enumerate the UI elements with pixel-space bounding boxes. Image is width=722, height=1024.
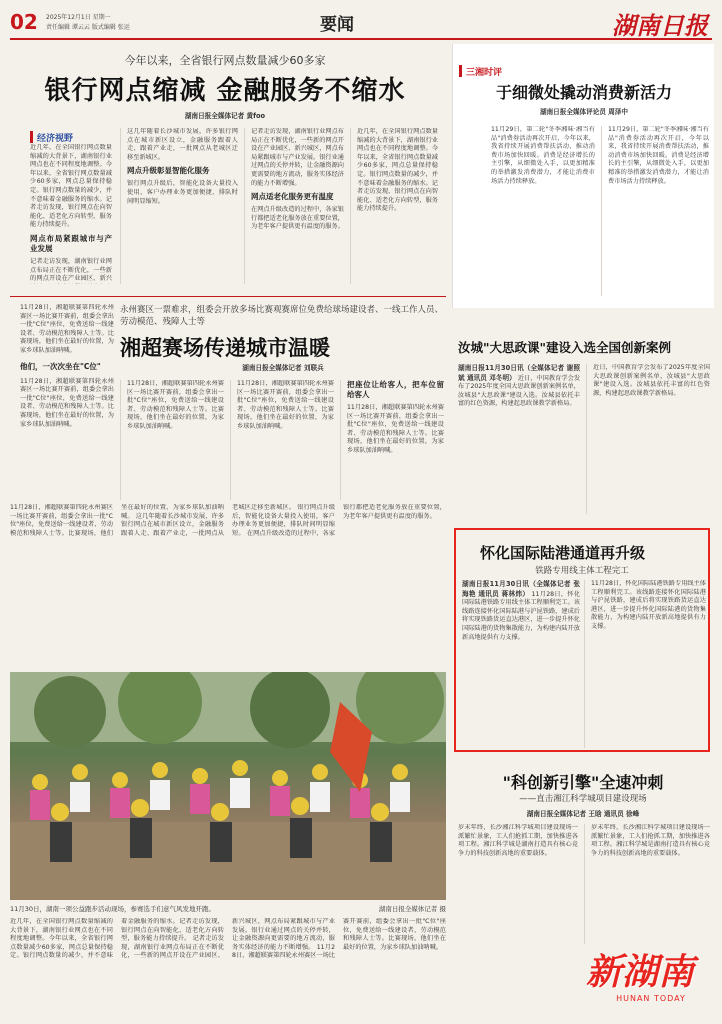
huaihua-headline: 怀化国际陆港通道再升级 xyxy=(480,544,646,562)
lead-subhead-1: 网点布局紧跟城市与产业发展 xyxy=(30,233,112,253)
mid-left-text xyxy=(10,504,446,668)
commentary-tag xyxy=(459,60,502,79)
tag-bar-icon xyxy=(459,65,462,77)
masthead xyxy=(10,6,712,38)
huaihua-text-col2: 11月28日，怀化国际陆港铁路专用线主体工程顺利完工。该线路连接怀化国际陆港与沪昆铁路，建成后将实现铁路货运直达港区，进一步提升怀化国际陆港的货物集散能力，为构建内陆开放新高地提供有力支撑。 xyxy=(584,580,706,748)
xiangchao-text-col1: 11月28日，湘超联赛第四轮永州赛区一场比赛开赛前，组委会拿出一批"C位"座位，免费送给一线建设者、劳动模范和残障人士等。比赛现场，他们坐在最好的位置，为家乡球队加油呐喊。 xyxy=(120,380,224,500)
xiangchao-subhead-2: 把座位让给客人，把车位留给客人 xyxy=(347,380,444,399)
column-tag xyxy=(30,126,73,145)
photo-credit: 湖南日报全媒体记者 摄 xyxy=(378,905,446,913)
lead-para-4b: 记者走访发现，湖南银行业网点布局正在不断优化，一些新的网点开设在产业园区、新兴城区，网点布局紧跟城市与产业发展。银行业通过网点的关停并转，让金融资源向更需要的地方流动，服务实体经济的能力不断增强。 xyxy=(251,128,344,187)
lead-kicker: 今年以来，全省银行网点数量减少60多家 xyxy=(124,54,326,67)
watermark-logo xyxy=(586,950,716,1020)
tag-bar-icon xyxy=(30,131,33,143)
kechuang-text-col2: 岁末年终，长沙湘江科学城项目建设现场一派繁忙景象，工人们抢抓工期，加快推进各项工程。湘江科学城是湖南打造具有核心竞争力的科技创新高地的重要载体。 xyxy=(584,824,710,944)
lead-subhead-3: 网点适老化服务更有温度 xyxy=(251,192,334,202)
column-tag-label: 经济视野 xyxy=(37,134,74,144)
xiangchao-headline: 湘超赛场传递城市温暖 xyxy=(120,336,330,360)
runners-illustration xyxy=(10,672,446,900)
lead-text-col3 xyxy=(244,128,344,284)
xiangchao-para-a: 11月28日，湘超联赛第四轮永州赛区一场比赛开赛前，组委会拿出一批"C位"座位，免费送给一线建设者、劳动模范和残障人士等。比赛现场，他们坐在最好的位置，为家乡球队加油呐喊。 xyxy=(20,304,114,354)
mid-para-3: 银行网点升级后，智能化设备大量投入使用，客户办理业务更加便捷，排队时间明显缩短。 xyxy=(232,504,336,537)
rucheng-headline: 汝城"大思政课"建设入选全国创新案例 xyxy=(458,340,672,355)
huaihua-article[interactable] xyxy=(454,528,710,752)
lead-para-1: 近几年，在全国银行网点数量缩减的大背景下，湖南银行业网点也在不同程度地调整。今年以来，全省银行网点数量减少60多家，网点总量保持稳定。银行网点数量的减少，并不意味着金融服务的缩水。记者走访发现，银行网点在向智能化、适老化方向转型，服务能力持续提升。 xyxy=(30,144,112,229)
lead-text-col1 xyxy=(30,144,112,284)
rucheng-text-col2: 近日，中国教育学会发布了2025年度全国大思政课创新案例名单，汝城县"大思政课"建设入选。汝城县依托丰富的红色资源，构建起思政课教学新格局。 xyxy=(586,364,710,514)
bottom-para-1: 近几年，在全国银行网点数量缩减的大背景下，湖南银行业网点也在不同程度地调整。今年以来，全省银行网点数量减少60多家，网点总量保持稳定。银行网点数量的减少，并不意味着金融服务的缩水。记者走访发现，银行网点在向智能化、适老化方向转型，服务能力持续提升。 xyxy=(10,918,224,960)
commentary-tag-label: 三湘时评 xyxy=(466,68,503,78)
xiangchao-text-col0 xyxy=(20,304,114,500)
lead-text-col4 xyxy=(350,128,438,284)
commentary-text-col2: 11月29日，第二轮"冬季湘味·湘当有品"消费券活动再次开启，今年以来，我省持续开展消费帮扶活动，推动消费市场加快回暖。消费是经济增长的主引擎，从细微处入手，以更加精准的举措激发消费潜力，才能让消费市场活力持续释放。 xyxy=(601,126,709,296)
xiangchao-article xyxy=(10,296,446,502)
rucheng-text-col1 xyxy=(458,364,580,514)
paper-logo: 湖南日报 xyxy=(612,11,708,40)
lead-para-2: 记者走访发现，湖南银行业网点布局正在不断优化，一些新的网点开设在产业园区、新兴 xyxy=(30,257,112,283)
commentary-headline: 于细微处撬动消费新活力 xyxy=(495,83,672,102)
huaihua-byline: 湖南日报11月30日讯（全媒体记者 张海艳 通讯员 蒋林炜） xyxy=(462,580,580,598)
lead-para-4: 银行网点升级后，智能化设备大量投入使用，客户办理业务更加便捷，排队时间明显缩短。 xyxy=(127,180,238,205)
lead-para-5: 在网点升级改造的过程中，各家银行都把适老化服务放在重要位置，为老年客户提供更有温度的服务。 xyxy=(251,206,344,231)
photo-caption xyxy=(10,904,446,913)
xiangchao-kicker: 永州赛区一票难求，组委会开放多场比赛观赛席位免费给球场建设者、一线工作人员、劳动模范、残障人士等 xyxy=(120,305,444,327)
lead-text-col2 xyxy=(120,128,238,284)
commentary-text-col1: 11月29日，第二轮"冬季湘味·湘当有品"消费券活动再次开启，今年以来，我省持续开展消费帮扶活动，推动消费市场加快回暖。消费是经济增长的主引擎，从细微处入手，以更加精准的举措激发消费潜力，才能让消费市场活力持续释放。 xyxy=(491,126,595,185)
lead-byline: 湖南日报全媒体记者 黄foo xyxy=(184,112,266,120)
lead-subhead-2: 网点升级彰显智能化服务 xyxy=(127,166,210,176)
rucheng-byline: 湖南日报11月30日讯（全媒体记者 谢照斌 通讯员 邓冬明） xyxy=(458,364,580,382)
rucheng-para: 近日，中国教育学会发布了2025年度全国大思政课创新案例名单，汝城县"大思政课"建设入选。汝城县依托丰富的红色资源，构建起思政课教学新格局。 xyxy=(458,374,580,408)
xiangchao-para-c: 11月28日，湘超联赛第四轮永州赛区一场比赛开赛前，组委会拿出一批"C位"座位，免费送给一线建设者、劳动模范和残障人士等。比赛现场，他们坐在最好的位置，为家乡球队加油呐喊。 xyxy=(347,404,444,454)
photo-caption-text: 11月30日，湖南一项公益跑步活动现场，参赛选手们意气风发地开跑。 xyxy=(10,905,216,913)
section-title: 要闻 xyxy=(320,15,354,35)
bottom-para-2: 记者走访发现，湖南银行业网点布局正在不断优化，一些新的网点开设在产业园区、新兴城区，网点布局紧跟城市与产业发展。银行业通过网点的关停并转，让金融资源向更需要的地方流动，服务实体经济的能力不断增强。 xyxy=(121,918,335,960)
xiangchao-text-col3 xyxy=(340,380,444,500)
watermark-text: 新湖南 xyxy=(586,951,695,993)
commentary-article xyxy=(452,44,714,308)
date-line: 2025年12月1日 星期一 xyxy=(46,14,111,21)
watermark-subtext: HUNAN TODAY xyxy=(616,994,686,1003)
lead-para-5b: 近几年，在全国银行网点数量缩减的大背景下，湖南银行业网点也在不同程度地调整。今年以来，全省银行网点数量减少60多家，网点总量保持稳定。银行网点数量的减少，并不意味着金融服务的缩水。记者走访发现，银行网点在向智能化、适老化方向转型，服务能力持续提升。 xyxy=(357,128,438,213)
bottom-para-3: 11月28日，湘超联赛第四轮永州赛区一场比赛开赛前，组委会拿出一批"C位"座位，免费送给一线建设者、劳动模范和残障人士等。比赛现场，他们坐在最好的位置，为家乡球队加油呐喊。 xyxy=(232,918,446,960)
commentary-byline: 湖南日报全媒体评论员 周泽中 xyxy=(539,108,628,116)
mid-para-4: 在网点升级改造的过程中，各家银行都把适老化服务放在重要位置，为老年客户提供更有温度的服务。 xyxy=(246,504,446,537)
kechuang-text-col1: 岁末年终，长沙湘江科学城项目建设现场一派繁忙景象，工人们抢抓工期，加快推进各项工程。湘江科学城是湖南打造具有核心竞争力的科技创新高地的重要载体。 xyxy=(458,824,578,857)
xiangchao-byline: 湖南日报全媒体记者 刘联兵 xyxy=(242,364,324,372)
xiangchao-subhead-1: 他们，一次次坐在"C位" xyxy=(20,361,101,371)
kechuang-byline: 湖南日报全媒体记者 王晗 通讯员 徐峰 xyxy=(526,810,640,818)
page-number: 02 xyxy=(10,10,38,34)
lead-para-3: 这几年随着长沙城市发展，许多银行网点在城市新区设立，金融服务跟着人走、跟着产业走，一批网点从老城区迁移至新城区。 xyxy=(127,128,238,161)
mid-para-1: 11月28日，湘超联赛第四轮永州赛区一场比赛开赛前，组委会拿出一批"C位"座位，免费送给一线建设者、劳动模范和残障人士等。比赛现场，他们坐在最好的位置，为家乡球队加油呐喊。 xyxy=(10,504,224,537)
xiangchao-text-col2: 11月28日，湘超联赛第四轮永州赛区一场比赛开赛前，组委会拿出一批"C位"座位，免费送给一线建设者、劳动模范和残障人士等。比赛现场，他们坐在最好的位置，为家乡球队加油呐喊。 xyxy=(230,380,334,500)
lead-headline: 银行网点缩减 金融服务不缩水 xyxy=(44,76,406,106)
masthead-rule xyxy=(10,38,712,40)
mid-para-2: 这几年随着长沙城市发展，许多银行网点在城市新区设立，金融服务跟着人走、跟着产业走，一批网点从老城区迁移至新城区。 xyxy=(121,504,296,537)
huaihua-subtitle: 铁路专用线主体工程完工 xyxy=(535,566,629,576)
xiangchao-para-b: 11月28日，湘超联赛第四轮永州赛区一场比赛开赛前，组委会拿出一批"C位"座位，免费送给一线建设者、劳动模范和残障人士等。比赛现场，他们坐在最好的位置，为家乡球队加油呐喊。 xyxy=(20,377,114,428)
rucheng-article xyxy=(452,314,714,524)
huaihua-text-col1 xyxy=(462,580,580,748)
lead-article xyxy=(10,44,440,288)
kechuang-headline: "科创新引擎"全速冲刺 xyxy=(502,773,664,792)
huaihua-para: 11月28日，怀化国际陆港铁路专用线主体工程顺利完工。该线路连接怀化国际陆港与沪昆铁路，建成后将实现铁路货运直达港区，进一步提升怀化国际陆港的货物集散能力，为构建内陆开放新高地提供有力支撑。 xyxy=(462,590,580,641)
editor-line: 责任编辑 谭云云 版式编辑 张运 xyxy=(46,24,130,31)
kechuang-subtitle: ——直击湘江科学城项目建设现场 xyxy=(519,794,647,804)
xiangchao-rule xyxy=(10,296,446,297)
news-photo xyxy=(10,672,446,900)
bottom-left-text xyxy=(10,918,446,1018)
